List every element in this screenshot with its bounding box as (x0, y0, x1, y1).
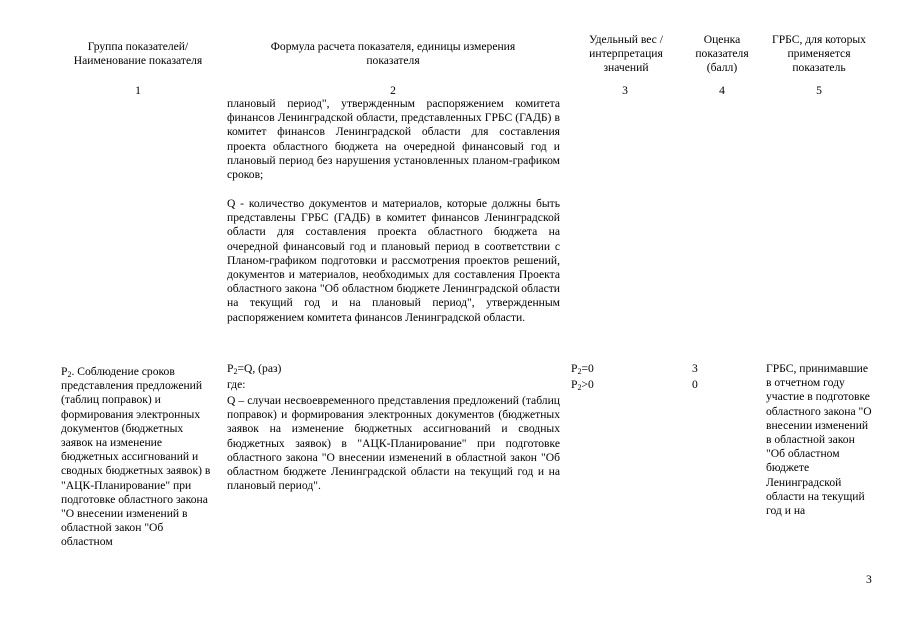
column-number-4: 4 (719, 84, 725, 97)
header-col-indicator: Группа показателей/ Наименование показателя (73, 40, 203, 67)
header-col-grbs: ГРБС, для которых применяется показатель (772, 33, 866, 74)
grbs-applicability: ГРБС, принимавшие в отчетном году участие в подготовке областного закона "О внесении изменений в областной закон "Об областном бюджете Ленинградской области на текущий год и на (766, 362, 872, 518)
formula-p2: $P_2=Q$, (раз) (227, 362, 282, 376)
formula-q-definition: Q – случаи несвоевременного представления предложений (таблиц поправок) и формирования электронных документов (бюджетных заявок на изменение бюджетных ассигнований и сводных бюджетных заявок) в "АЦК-Планирование" при подготовке областного закона "О внесении изменений в областной закон "Об областном бюджете Ленинградской области на текущий год и на плановый период". (227, 394, 560, 493)
header-col-formula: Формула расчета показателя, единицы измерения показателя (270, 40, 516, 67)
q-definition-paragraph: Q - количество документов и материалов, которые должны быть представлены ГРБС (ГАДБ) в комитет финансов Ленинградской области для составления проекта областного бюджета на очередной финансовый год и плановый период в соответствии с Планом-графиком подготовки и рассмотрения проектов решений, документов и материалов, необходимых для составления Проекта областного закона "Об областном бюджете Ленинградской области на текущий год и на плановый период", утвержденным распоряжением комитета финансов Ленинградской области. (227, 197, 560, 324)
header-col-score: Оценка показателя (балл) (695, 33, 749, 74)
column-number-3: 3 (622, 84, 628, 97)
interpretation-positive: $P_2>0$ (571, 378, 594, 392)
interpretation-zero: $P_2=0$ (571, 362, 594, 376)
column-number-5: 5 (816, 84, 822, 97)
formula-where-label: где: (227, 378, 246, 391)
column-number-1: 1 (135, 84, 141, 97)
score-positive-case: 0 (692, 378, 698, 391)
column-number-2: 2 (390, 84, 396, 97)
score-zero-case: 3 (692, 362, 698, 375)
header-col-weight: Удельный вес / интерпретация значений (589, 33, 663, 74)
formula-continuation-paragraph: плановый период", утвержденным распоряжением комитета финансов Ленинградской области, представленных ГРБС (ГАДБ) в комитет финансов Ленинградской области для составления проекта областного бюджета на очередной финансовый год и плановый период без нарушения установленных планом-графиком сроков; (227, 97, 560, 182)
page-number: 3 (866, 573, 872, 586)
indicator-p2-name: $P_2$. Соблюдение сроков представления предложений (таблиц поправок) и формирования электронных документов (бюджетных заявок на изменение бюджетных ассигнований и сводных бюджетных заявок) в "АЦК-Планирование" при подготовке областного закона "О внесении изменений в областной закон "Об областном (61, 365, 211, 549)
